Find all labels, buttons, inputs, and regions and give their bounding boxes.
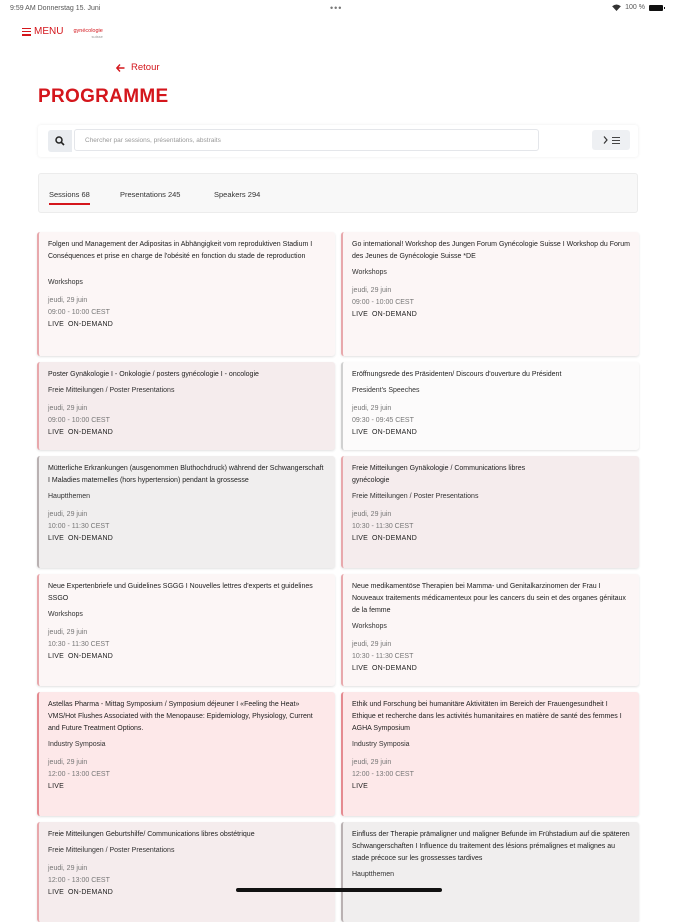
live-badge: LIVE bbox=[352, 535, 368, 542]
session-date: jeudi, 29 juin bbox=[352, 511, 392, 518]
hamburger-icon bbox=[22, 28, 31, 36]
session-time: 10:00 - 11:30 CEST bbox=[48, 523, 110, 530]
session-date: jeudi, 29 juin bbox=[48, 405, 88, 412]
battery-icon bbox=[649, 5, 663, 11]
session-card[interactable] bbox=[37, 574, 335, 686]
session-category: Hauptthemen bbox=[352, 871, 395, 878]
session-category: Workshops bbox=[352, 269, 387, 276]
session-category: Industry Symposia bbox=[352, 741, 410, 748]
session-time: 12:00 - 13:00 CEST bbox=[352, 771, 414, 778]
session-date: jeudi, 29 juin bbox=[352, 641, 392, 648]
session-title: Go international! Workshop des Jungen Forum Gynécologie Suisse I Workshop du Forum des Jeunes de Gynécologie Suisse *DE bbox=[352, 241, 630, 260]
session-category: Workshops bbox=[352, 623, 387, 630]
session-title: Neue Expertenbriefe und Guidelines SGGG I Nouvelles lettres d'experts et guidelines SSGO bbox=[48, 583, 313, 602]
page-title: PROGRAMME bbox=[38, 86, 169, 107]
session-title: Mütterliche Erkrankungen (ausgenommen Bluthochdruck) während der Schwangerschaft I Maladies maternelles (hors hypertension) pendant la grossesse bbox=[48, 465, 324, 484]
session-date: jeudi, 29 juin bbox=[48, 297, 88, 304]
back-label: Retour bbox=[131, 62, 160, 73]
session-title: Folgen und Management der Adipositas in Abhängigkeit vom reproduktiven Stadium I Conséquences et prise en charge de l'obésité en fonction du stade de reproduction bbox=[48, 241, 313, 260]
filter-toggle-button[interactable] bbox=[592, 130, 630, 150]
status-bar bbox=[0, 0, 675, 18]
live-badge: LIVE bbox=[48, 321, 64, 328]
search-bar bbox=[38, 125, 638, 157]
session-card[interactable] bbox=[341, 362, 639, 450]
session-card[interactable] bbox=[341, 456, 639, 568]
session-date: jeudi, 29 juin bbox=[48, 629, 88, 636]
session-category: President's Speeches bbox=[352, 387, 420, 394]
live-badge: LIVE bbox=[352, 429, 368, 436]
on-demand-badge: ON-DEMAND bbox=[67, 321, 113, 328]
session-card[interactable] bbox=[37, 456, 335, 568]
tab-presentations[interactable]: Presentations 245 bbox=[120, 190, 181, 199]
tabs-bar bbox=[38, 173, 638, 213]
session-category: Freie Mitteilungen / Poster Presentations bbox=[48, 847, 175, 854]
session-date: jeudi, 29 juin bbox=[352, 405, 392, 412]
session-badges bbox=[352, 781, 630, 793]
logo-subtext: suisse bbox=[91, 34, 103, 39]
tab-sessions[interactable]: Sessions 68 bbox=[49, 190, 90, 205]
logo-text: gynécologie bbox=[73, 28, 103, 34]
multitasking-dots[interactable]: ••• bbox=[330, 3, 343, 13]
session-title: Freie Mitteilungen Gynäkologie / Communications libres gynécologie bbox=[352, 465, 526, 484]
session-badges bbox=[352, 663, 630, 675]
status-time-date: 9:59 AM Donnerstag 15. Juni bbox=[10, 5, 101, 12]
search-placeholder: Chercher par sessions, présentations, abstraits bbox=[85, 136, 221, 144]
on-demand-badge: ON-DEMAND bbox=[371, 535, 417, 542]
live-badge: LIVE bbox=[48, 429, 64, 436]
on-demand-badge: ON-DEMAND bbox=[67, 535, 113, 542]
session-category: Hauptthemen bbox=[48, 493, 91, 500]
on-demand-badge: ON-DEMAND bbox=[67, 653, 113, 660]
search-input[interactable] bbox=[74, 129, 539, 151]
chevron-right-icon bbox=[603, 136, 608, 144]
session-time: 09:00 - 10:00 CEST bbox=[48, 417, 110, 424]
arrow-left-icon bbox=[116, 64, 125, 72]
session-time: 09:00 - 10:00 CEST bbox=[352, 299, 414, 306]
session-card[interactable] bbox=[37, 232, 335, 356]
session-time: 09:00 - 10:00 CEST bbox=[48, 309, 110, 316]
tab-speakers[interactable]: Speakers 294 bbox=[214, 190, 261, 199]
filter-icon bbox=[612, 137, 620, 144]
wifi-icon bbox=[612, 4, 621, 11]
session-title: Freie Mitteilungen Geburtshilfe/ Communications libres obstétrique bbox=[48, 831, 255, 838]
on-demand-badge: ON-DEMAND bbox=[371, 311, 417, 318]
session-card[interactable] bbox=[37, 362, 335, 450]
search-icon bbox=[55, 136, 65, 146]
session-category: Industry Symposia bbox=[48, 741, 106, 748]
session-card[interactable] bbox=[341, 692, 639, 816]
live-badge: LIVE bbox=[352, 311, 368, 318]
session-title: Astellas Pharma - Mittag Symposium / Symposium déjeuner I «Feeling the Heat» VMS/Hot Flushes Associated with the Menopause: Epidemiology, Physiology, Current and Future Treatment Options. bbox=[48, 701, 313, 732]
session-date: jeudi, 29 juin bbox=[48, 865, 88, 872]
on-demand-badge: ON-DEMAND bbox=[67, 889, 113, 896]
session-date: jeudi, 29 juin bbox=[48, 759, 88, 766]
session-badges bbox=[48, 781, 326, 793]
session-date: jeudi, 29 juin bbox=[48, 511, 88, 518]
session-time: 12:00 - 13:00 CEST bbox=[48, 771, 110, 778]
status-right bbox=[612, 4, 663, 11]
menu-label: MENU bbox=[34, 26, 64, 37]
on-demand-badge: ON-DEMAND bbox=[67, 429, 113, 436]
session-card[interactable] bbox=[341, 574, 639, 686]
session-badges bbox=[48, 651, 326, 663]
session-title: Eröffnungsrede des Präsidenten/ Discours d'ouverture du Président bbox=[352, 371, 562, 378]
live-badge: LIVE bbox=[48, 653, 64, 660]
live-badge: LIVE bbox=[352, 783, 368, 790]
session-time: 09:30 - 09:45 CEST bbox=[352, 417, 414, 424]
search-button[interactable] bbox=[48, 130, 72, 152]
session-title: Neue medikamentöse Therapien bei Mamma- und Genitalkarzinomen der Frau I Nouveaux traitements médicamenteux pour les cancers du sein et des organes génitaux de la femme bbox=[352, 583, 626, 614]
session-badges bbox=[48, 319, 326, 331]
session-badges bbox=[352, 309, 630, 321]
session-badges bbox=[352, 427, 630, 439]
session-card[interactable] bbox=[37, 822, 335, 922]
session-title: Ethik und Forschung bei humanitäre Aktivitäten im Bereich der Frauengesundheit I Ethique et recherche dans les activités humanitaires en matière de santé des femmes I AGHA Symposium bbox=[352, 701, 622, 732]
session-date: jeudi, 29 juin bbox=[352, 287, 392, 294]
session-badges bbox=[48, 427, 326, 439]
logo[interactable] bbox=[73, 28, 102, 40]
on-demand-badge: ON-DEMAND bbox=[371, 429, 417, 436]
session-date: jeudi, 29 juin bbox=[352, 759, 392, 766]
session-card[interactable] bbox=[341, 232, 639, 356]
home-indicator[interactable] bbox=[236, 888, 442, 892]
session-category: Workshops bbox=[48, 279, 83, 286]
session-title: Einfluss der Therapie prämaligner und maligner Befunde im Frühstadium auf die späteren Schwangerschaften I Influence du traitement des lésions prémalignes et malignes au stade précoce sur les grossesses tardives bbox=[352, 831, 630, 862]
session-time: 12:00 - 13:00 CEST bbox=[48, 877, 110, 884]
session-badges bbox=[48, 533, 326, 545]
session-time: 10:30 - 11:30 CEST bbox=[48, 641, 110, 648]
session-time: 10:30 - 11:30 CEST bbox=[352, 523, 414, 530]
live-badge: LIVE bbox=[352, 665, 368, 672]
live-badge: LIVE bbox=[48, 783, 64, 790]
session-category: Freie Mitteilungen / Poster Presentations bbox=[48, 387, 175, 394]
session-category: Workshops bbox=[48, 611, 83, 618]
session-card[interactable] bbox=[37, 692, 335, 816]
battery-percent: 100 % bbox=[625, 4, 645, 11]
session-card[interactable] bbox=[341, 822, 639, 922]
session-time: 10:30 - 11:30 CEST bbox=[352, 653, 414, 660]
live-badge: LIVE bbox=[48, 535, 64, 542]
session-badges bbox=[352, 533, 630, 545]
session-title: Poster Gynäkologie I - Onkologie / posters gynécologie I - oncologie bbox=[48, 371, 259, 378]
on-demand-badge: ON-DEMAND bbox=[371, 665, 417, 672]
session-category: Freie Mitteilungen / Poster Presentations bbox=[352, 493, 479, 500]
top-nav bbox=[22, 26, 103, 40]
menu-button[interactable] bbox=[22, 26, 63, 37]
live-badge: LIVE bbox=[48, 889, 64, 896]
back-link[interactable] bbox=[116, 62, 160, 73]
